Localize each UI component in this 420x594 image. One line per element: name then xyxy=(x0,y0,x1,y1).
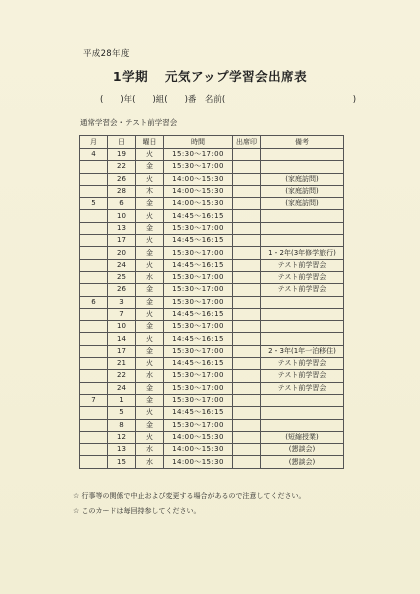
cell-weekday: 水 xyxy=(136,271,164,283)
cell-note: (家庭訪問) xyxy=(261,198,344,210)
cell-time: 15:30～17:00 xyxy=(164,296,233,308)
table-row xyxy=(80,394,344,406)
cell-stamp xyxy=(233,185,261,197)
cell-weekday: 火 xyxy=(136,210,164,222)
table-row xyxy=(80,333,344,345)
cell-weekday: 水 xyxy=(136,370,164,382)
cell-month xyxy=(80,284,108,296)
cell-day: 10 xyxy=(108,210,136,222)
cell-note: 2・3年(1年一泊移住) xyxy=(261,345,344,357)
table-row xyxy=(80,210,344,222)
table-row xyxy=(80,259,344,271)
cell-month xyxy=(80,370,108,382)
cell-note: (家庭訪問) xyxy=(261,173,344,185)
cell-time: 15:30～17:00 xyxy=(164,271,233,283)
cell-month xyxy=(80,358,108,370)
cell-note: (懇談会) xyxy=(261,456,344,468)
cell-weekday: 水 xyxy=(136,444,164,456)
cell-weekday: 火 xyxy=(136,407,164,419)
cell-stamp xyxy=(233,456,261,468)
cell-weekday: 火 xyxy=(136,333,164,345)
table-row xyxy=(80,247,344,259)
cell-weekday: 火 xyxy=(136,173,164,185)
cell-weekday: 金 xyxy=(136,382,164,394)
cell-day: 13 xyxy=(108,444,136,456)
cell-day: 19 xyxy=(108,149,136,161)
table-row xyxy=(80,345,344,357)
term-label: 1学期 xyxy=(112,69,149,84)
cell-month xyxy=(80,259,108,271)
cell-month xyxy=(80,431,108,443)
cell-stamp xyxy=(233,210,261,222)
cell-weekday: 金 xyxy=(136,247,164,259)
table-row xyxy=(80,198,344,210)
cell-time: 15:30～17:00 xyxy=(164,419,233,431)
cell-stamp xyxy=(233,444,261,456)
cell-month xyxy=(80,407,108,419)
cell-stamp xyxy=(233,296,261,308)
cell-weekday: 火 xyxy=(136,308,164,320)
cell-month: 6 xyxy=(80,296,108,308)
cell-day: 24 xyxy=(108,382,136,394)
cell-weekday: 金 xyxy=(136,394,164,406)
table-row xyxy=(80,407,344,419)
cell-stamp xyxy=(233,431,261,443)
cell-time: 14:45～16:15 xyxy=(164,333,233,345)
cell-time: 14:45～16:15 xyxy=(164,358,233,370)
cell-month xyxy=(80,161,108,173)
cell-day: 8 xyxy=(108,419,136,431)
cell-month xyxy=(80,444,108,456)
table-row xyxy=(80,161,344,173)
cell-note: テスト前学習会 xyxy=(261,271,344,283)
cell-weekday: 金 xyxy=(136,284,164,296)
cell-month xyxy=(80,210,108,222)
cell-day: 1 xyxy=(108,394,136,406)
cell-day: 17 xyxy=(108,345,136,357)
cell-weekday: 火 xyxy=(136,431,164,443)
cell-stamp xyxy=(233,222,261,234)
cell-stamp xyxy=(233,198,261,210)
cell-day: 20 xyxy=(108,247,136,259)
table-row xyxy=(80,185,344,197)
cell-note: テスト前学習会 xyxy=(261,382,344,394)
cell-stamp xyxy=(233,259,261,271)
cell-note: テスト前学習会 xyxy=(261,358,344,370)
cell-note: テスト前学習会 xyxy=(261,259,344,271)
cell-note: (短縮授業) xyxy=(261,431,344,443)
cell-stamp xyxy=(233,407,261,419)
table-row xyxy=(80,308,344,320)
cell-time: 15:30～17:00 xyxy=(164,161,233,173)
cell-time: 15:30～17:00 xyxy=(164,247,233,259)
cell-weekday: 金 xyxy=(136,161,164,173)
cell-stamp xyxy=(233,173,261,185)
cell-time: 14:00～15:30 xyxy=(164,456,233,468)
table-row xyxy=(80,431,344,443)
cell-day: 3 xyxy=(108,296,136,308)
cell-month xyxy=(80,308,108,320)
cell-day: 21 xyxy=(108,358,136,370)
cell-day: 22 xyxy=(108,161,136,173)
cell-day: 28 xyxy=(108,185,136,197)
cell-weekday: 金 xyxy=(136,296,164,308)
cell-month: 4 xyxy=(80,149,108,161)
cell-day: 15 xyxy=(108,456,136,468)
cell-stamp xyxy=(233,308,261,320)
cell-month xyxy=(80,382,108,394)
cell-month xyxy=(80,456,108,468)
cell-note xyxy=(261,321,344,333)
cell-note xyxy=(261,149,344,161)
cell-month xyxy=(80,173,108,185)
cell-day: 6 xyxy=(108,198,136,210)
table-body xyxy=(80,149,344,469)
cell-stamp xyxy=(233,271,261,283)
cell-note xyxy=(261,210,344,222)
cell-day: 10 xyxy=(108,321,136,333)
cell-time: 14:45～16:15 xyxy=(164,259,233,271)
cell-day: 24 xyxy=(108,259,136,271)
cell-weekday: 金 xyxy=(136,345,164,357)
cell-time: 15:30～17:00 xyxy=(164,394,233,406)
footnote-schedule-change: ☆ 行事等の関係で中止および変更する場合があるので注意してください。 xyxy=(73,492,306,500)
cell-note: テスト前学習会 xyxy=(261,284,344,296)
cell-note xyxy=(261,235,344,247)
cell-month xyxy=(80,185,108,197)
cell-month: 7 xyxy=(80,394,108,406)
cell-note xyxy=(261,308,344,320)
cell-weekday: 金 xyxy=(136,222,164,234)
cell-day: 26 xyxy=(108,173,136,185)
cell-weekday: 金 xyxy=(136,321,164,333)
cell-month xyxy=(80,321,108,333)
column-header-month: 月 xyxy=(80,136,108,149)
column-header-stamp: 出席印 xyxy=(233,136,261,149)
cell-time: 14:45～16:15 xyxy=(164,308,233,320)
cell-time: 14:00～15:30 xyxy=(164,444,233,456)
cell-stamp xyxy=(233,149,261,161)
table-row xyxy=(80,382,344,394)
table-row xyxy=(80,444,344,456)
cell-day: 22 xyxy=(108,370,136,382)
table-row xyxy=(80,149,344,161)
cell-stamp xyxy=(233,235,261,247)
cell-weekday: 木 xyxy=(136,185,164,197)
cell-time: 14:00～15:30 xyxy=(164,198,233,210)
cell-stamp xyxy=(233,419,261,431)
cell-day: 7 xyxy=(108,308,136,320)
column-header-time: 時間 xyxy=(164,136,233,149)
cell-time: 15:30～17:00 xyxy=(164,382,233,394)
cell-time: 14:45～16:15 xyxy=(164,235,233,247)
cell-note: 1・2年(3年修学旅行) xyxy=(261,247,344,259)
table-row xyxy=(80,235,344,247)
cell-month xyxy=(80,247,108,259)
cell-time: 15:30～17:00 xyxy=(164,370,233,382)
cell-month xyxy=(80,235,108,247)
table-row xyxy=(80,321,344,333)
cell-time: 14:00～15:30 xyxy=(164,173,233,185)
cell-weekday: 火 xyxy=(136,358,164,370)
cell-weekday: 火 xyxy=(136,259,164,271)
cell-note: (家庭訪問) xyxy=(261,185,344,197)
cell-month xyxy=(80,333,108,345)
cell-weekday: 金 xyxy=(136,419,164,431)
cell-note xyxy=(261,222,344,234)
cell-time: 15:30～17:00 xyxy=(164,149,233,161)
section-label: 通常学習会・テスト前学習会 xyxy=(80,118,178,127)
cell-day: 25 xyxy=(108,271,136,283)
cell-note xyxy=(261,407,344,419)
cell-stamp xyxy=(233,247,261,259)
cell-time: 14:00～15:30 xyxy=(164,185,233,197)
cell-weekday: 火 xyxy=(136,149,164,161)
cell-time: 15:30～17:00 xyxy=(164,321,233,333)
cell-note xyxy=(261,419,344,431)
table-header-row xyxy=(80,136,344,149)
column-header-notes: 備考 xyxy=(261,136,344,149)
cell-time: 15:30～17:00 xyxy=(164,345,233,357)
cell-month xyxy=(80,271,108,283)
column-header-day: 日 xyxy=(108,136,136,149)
sheet-title: 元気アップ学習会出席表 xyxy=(164,69,308,84)
cell-time: 15:30～17:00 xyxy=(164,284,233,296)
cell-stamp xyxy=(233,333,261,345)
cell-month xyxy=(80,222,108,234)
table-row xyxy=(80,284,344,296)
student-info-line: ( )年( )組( )番 名前( ) xyxy=(100,95,357,105)
cell-month xyxy=(80,419,108,431)
attendance-table xyxy=(79,135,344,469)
cell-stamp xyxy=(233,161,261,173)
cell-day: 17 xyxy=(108,235,136,247)
cell-day: 5 xyxy=(108,407,136,419)
cell-day: 12 xyxy=(108,431,136,443)
table-row xyxy=(80,271,344,283)
cell-time: 14:00～15:30 xyxy=(164,431,233,443)
cell-month xyxy=(80,345,108,357)
cell-note xyxy=(261,296,344,308)
cell-stamp xyxy=(233,284,261,296)
cell-time: 14:45～16:15 xyxy=(164,210,233,222)
table-row xyxy=(80,296,344,308)
cell-stamp xyxy=(233,345,261,357)
table-row xyxy=(80,222,344,234)
cell-stamp xyxy=(233,358,261,370)
cell-note xyxy=(261,394,344,406)
cell-time: 14:45～16:15 xyxy=(164,407,233,419)
cell-note: テスト前学習会 xyxy=(261,370,344,382)
footnote-bring-card: ☆ このカードは毎回持参してください。 xyxy=(73,507,201,515)
column-header-weekday: 曜日 xyxy=(136,136,164,149)
cell-stamp xyxy=(233,394,261,406)
cell-note xyxy=(261,161,344,173)
cell-time: 15:30～17:00 xyxy=(164,222,233,234)
cell-month: 5 xyxy=(80,198,108,210)
cell-weekday: 水 xyxy=(136,456,164,468)
page-title xyxy=(0,67,420,85)
cell-note: (懇談会) xyxy=(261,444,344,456)
table-row xyxy=(80,370,344,382)
cell-stamp xyxy=(233,321,261,333)
cell-weekday: 火 xyxy=(136,235,164,247)
table-row xyxy=(80,419,344,431)
cell-stamp xyxy=(233,370,261,382)
cell-day: 14 xyxy=(108,333,136,345)
cell-note xyxy=(261,333,344,345)
school-year: 平成28年度 xyxy=(83,49,130,59)
table-row xyxy=(80,173,344,185)
cell-stamp xyxy=(233,382,261,394)
table-row xyxy=(80,456,344,468)
cell-day: 13 xyxy=(108,222,136,234)
cell-day: 26 xyxy=(108,284,136,296)
table-row xyxy=(80,358,344,370)
cell-weekday: 金 xyxy=(136,198,164,210)
